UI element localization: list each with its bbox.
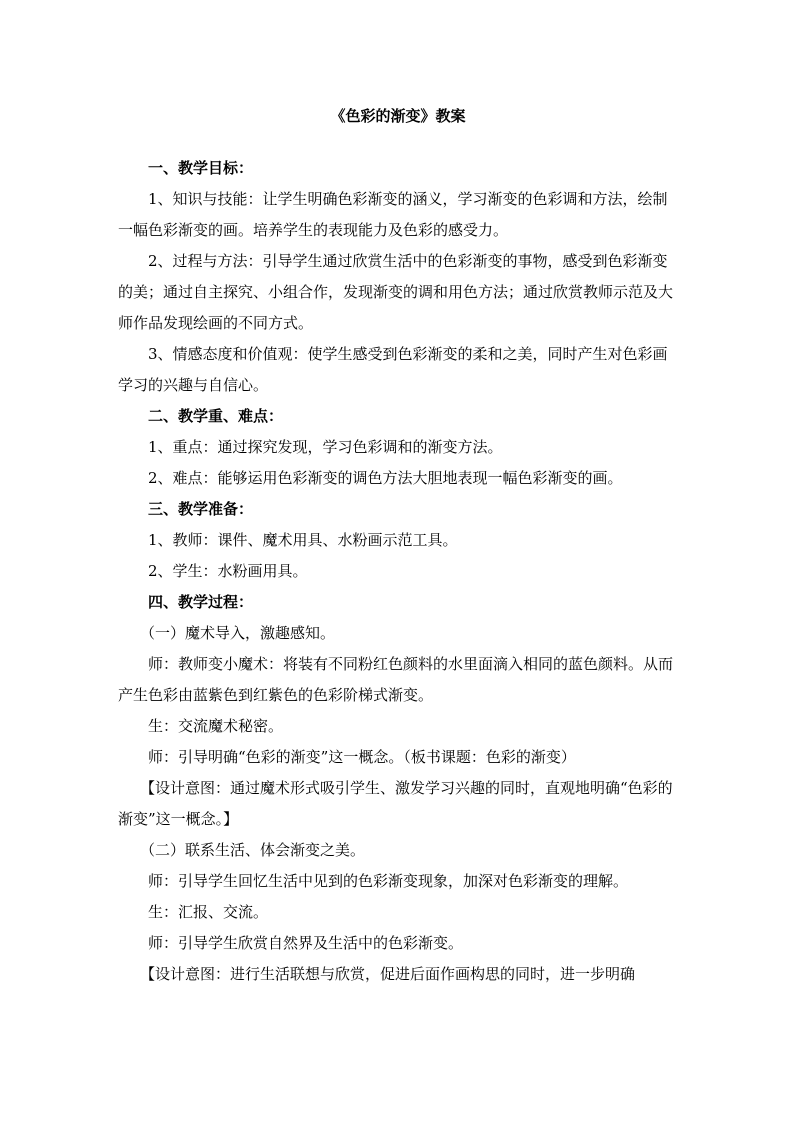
paragraph-attitude-values: 3、情感态度和价值观：使学生感受到色彩渐变的柔和之美，同时产生对色彩画学习的兴趣与自信心。 — [118, 345, 668, 394]
paragraph-process-methods: 2、过程与方法：引导学生通过欣赏生活中的色彩渐变的事物，感受到色彩渐变的美；通过自主探究、小组合作，发现渐变的调和用色方法；通过欣赏教师示范及大师作品发现绘画的不同方式。 — [118, 252, 674, 332]
paragraph-student-exchange: 生：交流魔术秘密。 — [148, 717, 284, 735]
paragraph-teacher-magic: 师：教师变小魔术：将装有不同粉红色颜料的水里面滴入相同的蓝色颜料。从而产生色彩由蓝紫色到红紫色的色彩阶梯式渐变。 — [118, 655, 674, 704]
paragraph-teacher-concept: 师：引导明确“色彩的渐变”这一概念。（板书课题：色彩的渐变） — [148, 748, 576, 766]
paragraph-design-intent-1: 【设计意图：通过魔术形式吸引学生、激发学习兴趣的同时，直观地明确“色彩的渐变”这一概念。】 — [118, 779, 673, 828]
paragraph-teacher-prep: 1、教师：课件、魔术用具、水粉画示范工具。 — [148, 531, 458, 549]
document-page — [118, 96, 678, 990]
subsection-magic-intro: （一）魔术导入，激趣感知。 — [140, 624, 336, 642]
paragraph-teacher-recall: 师：引导学生回忆生活中见到的色彩渐变现象，加深对色彩渐变的理解。 — [148, 872, 629, 890]
paragraph-knowledge-skills: 1、知识与技能：让学生明确色彩渐变的涵义，学习渐变的色彩调和方法，绘制一幅色彩渐变的画。培养学生的表现能力及色彩的感受力。 — [118, 190, 668, 239]
subsection-life-connection: （二）联系生活、体会渐变之美。 — [140, 841, 366, 859]
section-heading-process: 四、教学过程： — [148, 593, 254, 611]
paragraph-key-point: 1、重点：通过探究发现，学习色彩调和的渐变方法。 — [148, 438, 503, 456]
paragraph-design-intent-2: 【设计意图：进行生活联想与欣赏，促进后面作画构思的同时，进一步明确 — [140, 965, 636, 983]
section-heading-preparation: 三、教学准备： — [148, 500, 254, 518]
paragraph-difficulty: 2、难点：能够运用色彩渐变的调色方法大胆地表现一幅色彩渐变的画。 — [148, 469, 623, 487]
section-heading-objectives: 一、教学目标： — [148, 159, 254, 177]
section-heading-key-points: 二、教学重、难点： — [148, 407, 284, 425]
document-title: 《色彩的渐变》教案 — [330, 107, 466, 125]
paragraph-student-prep: 2、学生：水粉画用具。 — [148, 562, 308, 580]
paragraph-teacher-appreciate: 师：引导学生欣赏自然界及生活中的色彩渐变。 — [148, 934, 464, 952]
paragraph-student-report: 生：汇报、交流。 — [148, 903, 269, 921]
